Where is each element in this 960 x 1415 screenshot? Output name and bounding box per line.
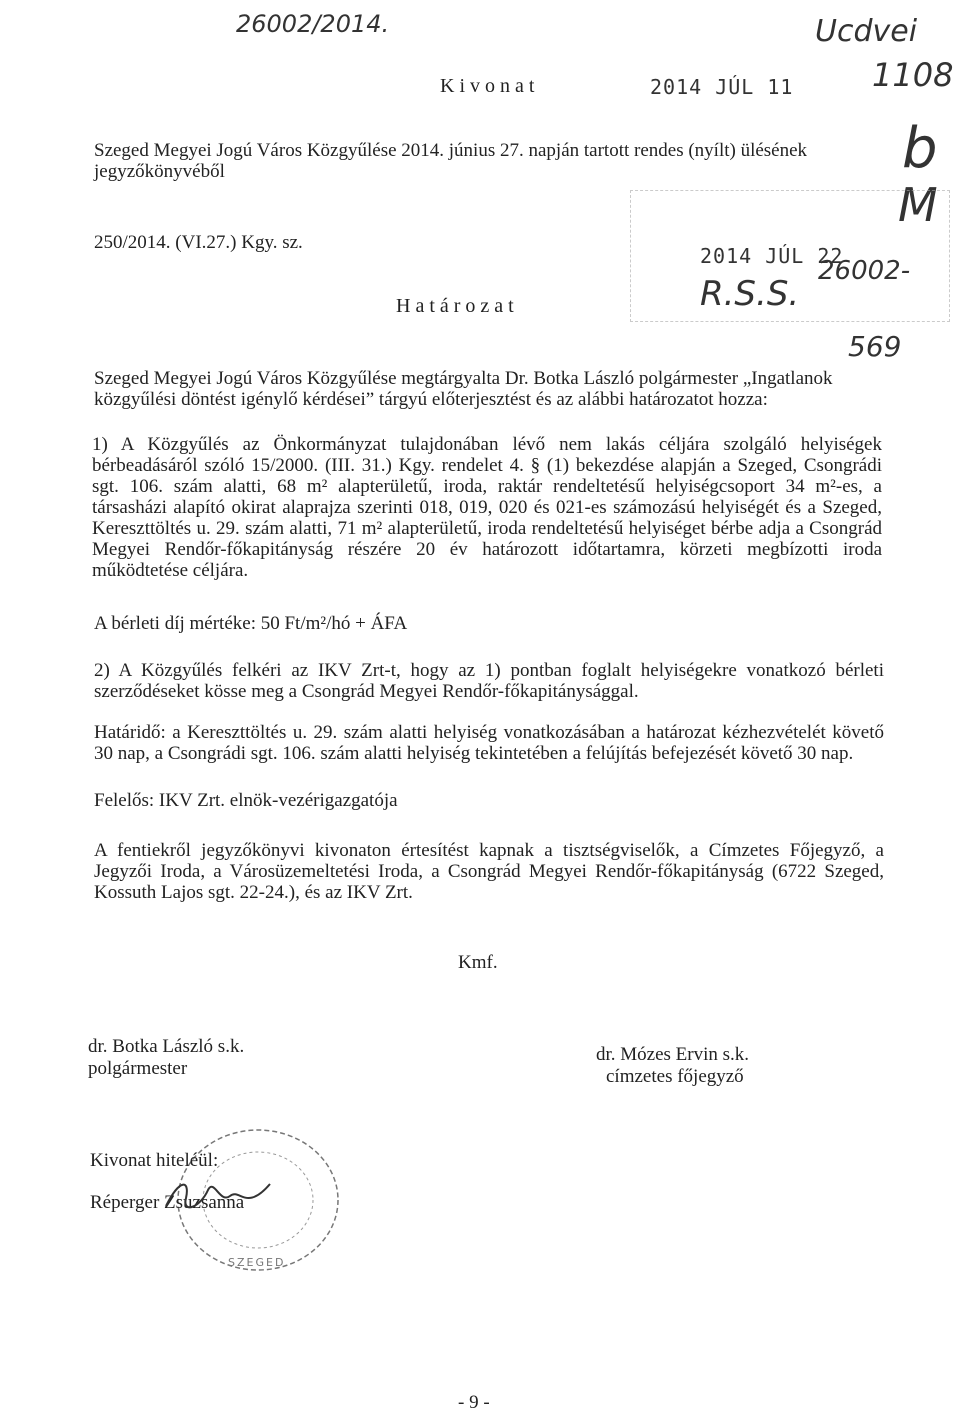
stamp-date-issued: 2014 JÚL 11 bbox=[650, 75, 794, 99]
seal-text: SZEGED bbox=[228, 1256, 286, 1269]
notice-paragraph: A fentiekről jegyzőkönyvi kivonaton értesítést kapnak a tisztségviselők, a Címzetes Főjegyző, a Jegyzői Iroda, a Városüzemeltetési Iroda, a Csongrád Megyei Rendőr-főkapitányság (6722 Szeged, Kossuth Lajos sgt. 22-24.), és az IKV Zrt. bbox=[94, 840, 884, 903]
signatory-left-title: polgármester bbox=[88, 1058, 188, 1079]
margin-mark: b bbox=[902, 116, 938, 181]
paragraph-1: 1) A Közgyűlés az Önkormányzat tulajdonában lévő nem lakás céljára szolgáló helyiségek bérbeadásáról szóló 15/2000. (III. 31.) Kgy. rendelet 4. § (1) bekezdése alapján a Szeged, Csongrádi sgt. 106. szám alatti, 68 m² alapterületű, iroda, raktár rendeltetésű helyiségcsoport 34 m²-es, a társasházi alapító okirat alaprajza szerinti 018, 019, 020 és 021-es számozású helyiségét és a Szeged, Kereszttöltés u. 29. szám alatti, 71 m² alapterületű, iroda rendeltetésű helyiséget bérbe adja a Csongrád Megyei Rendőr-főkapitányság részére 20 év határozott időtartamra, körzeti megbízotti iroda működtetése céljára. bbox=[92, 434, 882, 581]
deadline: Határidő: a Kereszttöltés u. 29. szám alatti helyiség vonatkozásában a határozat kézhezvételét követő 30 nap, a Csongrádi sgt. 106. szám alatti helyiség tekintetében a felújítás befejezését követő 30 nap. bbox=[94, 722, 884, 764]
stamp-handwritten-number: 26002- bbox=[818, 256, 911, 286]
intro-paragraph: Szeged Megyei Jogú Város Közgyűlése megtárgyalta Dr. Botka László polgármester „Ingatlanok közgyűlési döntést igénylő kérdései” tárgyú előterjesztést és az alábbi határozatot hozza: bbox=[94, 368, 833, 410]
signatory-right-title: címzetes főjegyző bbox=[606, 1066, 744, 1087]
handwritten-signature-top: Ucdvei bbox=[815, 14, 918, 49]
resolution-number: 250/2014. (VI.27.) Kgy. sz. bbox=[94, 232, 303, 253]
handwritten-initials: R.S.S. bbox=[700, 274, 800, 314]
certifier-name: Réperger Zsuzsanna bbox=[90, 1192, 245, 1213]
signatory-left-name: dr. Botka László s.k. bbox=[88, 1036, 245, 1057]
paragraph-2: 2) A Közgyűlés felkéri az IKV Zrt-t, hogy az 1) pontban foglalt helyiségekre vonatkozó bérleti szerződéseket kösse meg a Csongrád Megyei Rendőr-főkapitánysággal. bbox=[94, 660, 884, 702]
handwritten-signature-certifier bbox=[160, 1168, 280, 1228]
intro-text: Szeged Megyei Jogú Város Közgyűlése 2014. június 27. napján tartott rendes (nyílt) ülésének jegyzőkönyvéből bbox=[94, 140, 808, 182]
signatory-right-name: dr. Mózes Ervin s.k. bbox=[596, 1044, 750, 1065]
handwritten-number: 1108 bbox=[872, 56, 954, 94]
decision-title: Határozat bbox=[396, 295, 519, 317]
document-title: Kivonat bbox=[440, 75, 540, 97]
rental-fee: A bérleti díj mértéke: 50 Ft/m²/hó + ÁFA bbox=[94, 613, 408, 634]
responsible: Felelős: IKV Zrt. elnök-vezérigazgatója bbox=[94, 790, 398, 811]
margin-mark: M bbox=[898, 178, 938, 232]
handwritten-page-mark: 569 bbox=[848, 330, 902, 363]
handwritten-reference: 26002/2014. bbox=[236, 10, 390, 38]
page-number: - 9 - bbox=[458, 1392, 490, 1413]
certification-label: Kivonat hiteléül: bbox=[90, 1150, 219, 1171]
kmf-label: Kmf. bbox=[458, 952, 498, 973]
stamp-date-received: 2014 JÚL 22 bbox=[700, 244, 844, 268]
